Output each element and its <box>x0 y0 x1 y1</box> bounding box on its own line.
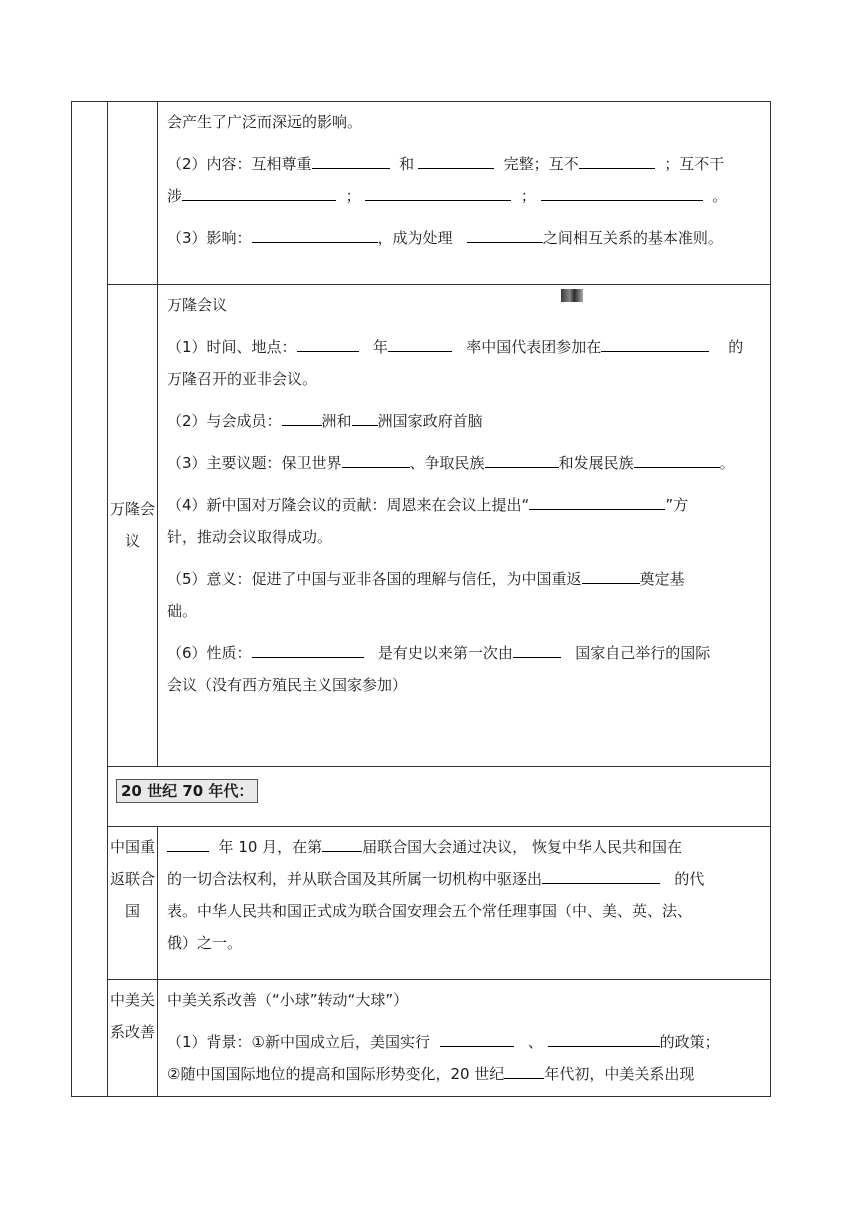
thumbnail-image <box>561 289 583 302</box>
section-title: 万隆会议 <box>167 296 228 315</box>
row-label-un: 中国重返联合国 <box>108 826 158 979</box>
row-label-us-china: 中美关系改善 <box>108 979 158 1096</box>
text-segment: 洲和 <box>321 412 352 431</box>
content-cell <box>158 285 771 766</box>
text-segment: 国家自己举行的国际 <box>575 644 711 663</box>
fill-blank[interactable] <box>582 566 640 584</box>
text-line <box>167 447 762 479</box>
text-segment: 届联合国大会通过决议， 恢复中华人民共和国在 <box>362 837 682 856</box>
text-line: 会议（没有西方殖民主义国家参加） <box>167 676 408 695</box>
fill-blank[interactable] <box>579 151 655 169</box>
text-line <box>167 405 762 437</box>
fill-blank[interactable] <box>252 225 378 243</box>
text-line <box>167 637 762 669</box>
text-line: 针，推动会议取得成功。 <box>167 528 333 547</box>
text-segment: 。 <box>712 187 728 205</box>
text-segment: （1）背景：①新中国成立后，美国实行 <box>167 1032 430 1051</box>
text-line <box>167 863 762 895</box>
text-segment: （6）性质： <box>167 644 252 663</box>
text-line: 俄）之一。 <box>167 933 243 952</box>
text-segment: 完整；互不 <box>503 155 579 173</box>
fill-blank[interactable] <box>529 492 665 510</box>
text-line <box>167 148 762 180</box>
fill-blank[interactable] <box>342 450 410 468</box>
heading-cell <box>108 766 771 826</box>
fill-blank[interactable] <box>388 334 452 352</box>
fill-blank[interactable] <box>252 640 364 658</box>
text-segment: 年代初，中美关系出现 <box>544 1064 695 1083</box>
text-segment: 和发展民族 <box>558 454 634 473</box>
text-line <box>167 489 762 521</box>
text-segment: 涉 <box>167 187 183 205</box>
fill-blank[interactable] <box>542 866 660 884</box>
text-line <box>167 1058 762 1090</box>
fill-blank[interactable] <box>182 183 336 201</box>
text-segment: ”方 <box>665 496 689 515</box>
text-line <box>167 180 762 212</box>
text-segment: （2）与会成员： <box>167 412 282 431</box>
text-segment: （3）影响： <box>167 229 252 247</box>
fill-blank[interactable] <box>504 1061 544 1079</box>
content-cell <box>158 826 771 979</box>
fill-blank[interactable] <box>282 408 322 426</box>
fill-blank[interactable] <box>352 408 378 426</box>
fill-blank[interactable] <box>418 151 494 169</box>
text-segment: 、 <box>527 1032 543 1051</box>
fill-blank[interactable] <box>485 450 559 468</box>
worksheet-table <box>71 101 771 1097</box>
fill-blank[interactable] <box>548 1029 660 1047</box>
table-row <box>72 979 771 1096</box>
text-segment: 之间相互关系的基本准则。 <box>542 229 723 247</box>
row-label-cell <box>108 102 158 285</box>
text-segment: 是有史以来第一次由 <box>377 644 513 663</box>
text-segment: 年 <box>372 338 388 357</box>
text-segment: 。 <box>719 454 735 473</box>
table-row <box>72 826 771 979</box>
text-line <box>167 563 762 595</box>
text-line: 万隆召开的亚非会议。 <box>167 370 318 389</box>
table-row <box>72 766 771 826</box>
text-segment: 和 <box>399 155 415 173</box>
fill-blank[interactable] <box>167 834 209 852</box>
fill-blank[interactable] <box>365 183 511 201</box>
row-label-bandung: 万隆会议 <box>108 285 158 766</box>
content-cell <box>158 102 771 285</box>
era-heading: 20 世纪 70 年代： <box>116 779 258 803</box>
text-segment: 的一切合法权利，并从联合国及其所属一切机构中驱逐出 <box>167 869 543 888</box>
text-line <box>167 1026 762 1058</box>
text-segment: 的政策； <box>659 1032 720 1051</box>
text-line: 础。 <box>167 602 198 621</box>
text-segment: （1）时间、地点： <box>167 338 297 357</box>
text-segment: （3）主要议题：保卫世界 <box>167 454 342 473</box>
table-row <box>72 285 771 766</box>
fill-blank[interactable] <box>312 151 390 169</box>
text-segment: 的 <box>728 338 744 357</box>
text-line <box>167 222 762 254</box>
section-title: 中美关系改善（“小球”转动“大球”） <box>167 990 409 1009</box>
text-segment: 年 10 月，在第 <box>218 837 323 856</box>
fill-blank[interactable] <box>513 640 561 658</box>
text-segment: （5）意义：促进了中国与亚非各国的理解与信任，为中国重返 <box>167 570 582 589</box>
outer-column-cell <box>72 102 108 1097</box>
fill-blank[interactable] <box>440 1029 514 1047</box>
text-segment: 的代 <box>674 869 705 888</box>
fill-blank[interactable] <box>322 834 362 852</box>
text-line <box>167 331 762 363</box>
text-segment: 奠定基 <box>639 570 685 589</box>
text-line <box>167 831 762 863</box>
table-row <box>72 102 771 285</box>
text-segment: 、争取民族 <box>409 454 485 473</box>
fill-blank[interactable] <box>634 450 720 468</box>
text-segment: （4）新中国对万隆会议的贡献：周恩来在会议上提出“ <box>167 496 530 515</box>
text-segment: ； <box>345 187 361 205</box>
text-line: 会产生了广泛而深远的影响。 <box>167 113 363 131</box>
text-line: 表。中华人民共和国正式成为联合国安理会五个常任理事国（中、美、英、法、 <box>167 901 693 920</box>
fill-blank[interactable] <box>601 334 709 352</box>
text-segment: （2）内容：互相尊重 <box>167 155 312 173</box>
text-segment: ；互不干 <box>664 155 725 173</box>
content-cell <box>158 979 771 1096</box>
fill-blank[interactable] <box>467 225 543 243</box>
text-segment: 率中国代表团参加在 <box>466 338 602 357</box>
text-segment: 洲国家政府首脑 <box>377 412 483 431</box>
text-segment: ②随中国国际地位的提高和国际形势变化，20 世纪 <box>167 1064 505 1083</box>
text-segment: ，成为处理 <box>377 229 453 247</box>
fill-blank[interactable] <box>541 183 703 201</box>
text-segment: ； <box>520 187 536 205</box>
fill-blank[interactable] <box>297 334 359 352</box>
